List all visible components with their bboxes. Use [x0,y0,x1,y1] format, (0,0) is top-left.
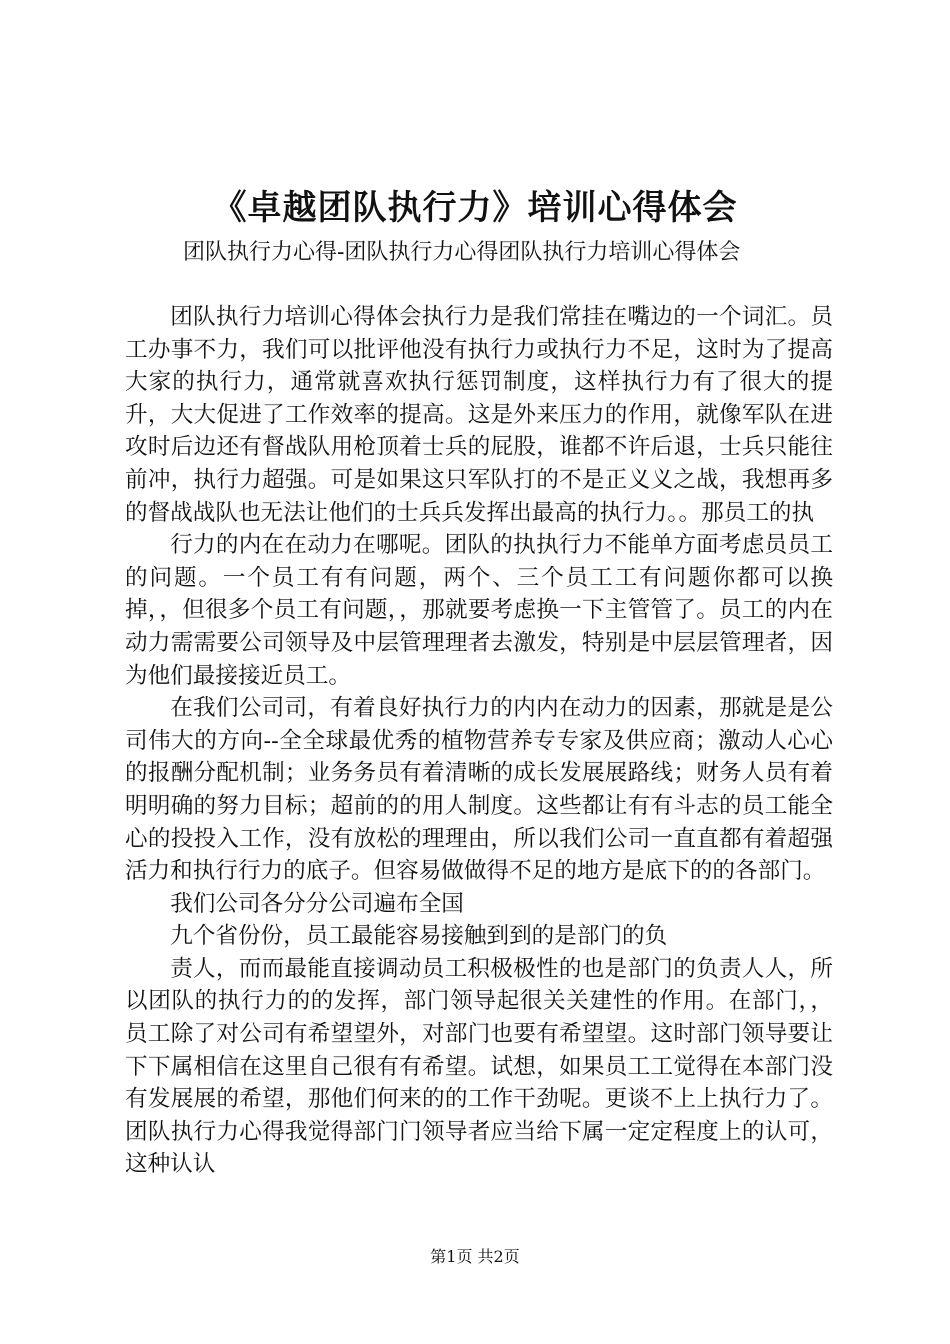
document-title: 《卓越团队执行力》培训心得体会 [212,188,738,228]
paragraph: 在我们公司司，有着良好执行力的内内在动力的因素，那就是是公司伟大的方向--全全球最优秀的植物营养专专家及供应商；激动人心心的报酬分配机制；业务务员有着清晰的成长发展展路线；财务人员有着明明确的努力目标；超前的的用人制度。这些都让有有斗志的员工能全心的投投入工作，没有放松的理理由，所以我们公司一直直都有着超强活力和执行行力的底子。但容易做做得不足的地方是底下的的各部门。 [125,695,833,885]
document-subtitle: 团队执行力心得-团队执行力心得团队执行力培训心得体会 [183,240,741,265]
page-number-footer: 第1页 共2页 [430,1247,520,1266]
paragraph: 我们公司各分分公司遍布全国 [170,890,464,917]
paragraph: 责人，而而最能直接调动员工积极极性的也是部门的负责人人，所以团队的执行力的的发挥，部门领导起很关关建性的作用。在部门，，员工除了对公司有希望望外，对部门也要有希望望。这时部门领导要让下下属相信在这里自己很有有希望。试想，如果员工工觉得在本部门没有发展展的希望，那他们何来的的工作干劲呢。更谈不上上执行力了。团队执行力心得我觉得部门门领导者应当给下属一定定程度上的认可，这种认认 [125,955,833,1178]
paragraph: 行力的内在在动力在哪呢。团队的执执行力不能单方面考虑员员工的问题。一个员工有有问题，两个、三个员工工有问题你都可以换掉，，但很多个员工有问题，，那就要考虑换一下主管管了。员工的内在动力需需要公司领导及中层管理理者去激发，特别是中层层管理者，因为他们最接接近员工。 [125,532,833,689]
paragraph: 九个省份份，员工最能容易接触到到的是部门的负 [170,923,668,950]
document-body [125,301,833,1181]
paragraph: 团队执行力培训心得体会执行力是我们常挂在嘴边的一个词汇。员工办事不力，我们可以批评他没有执行力或执行力不足，这时为了提高大家的执行力，通常就喜欢执行惩罚制度，这样执行力有了很大的提升，大大促进了工作效率的提高。这是外来压力的作用，就像军队在进攻时后边还有督战队用枪顶着士兵的屁股，谁都不许后退，士兵只能往前冲，执行力超强。可是如果这只军队打的不是正义义之战，我想再多的督战战队也无法让他们的士兵兵发挥出最高的执行力。。那员工的执 [125,304,833,526]
